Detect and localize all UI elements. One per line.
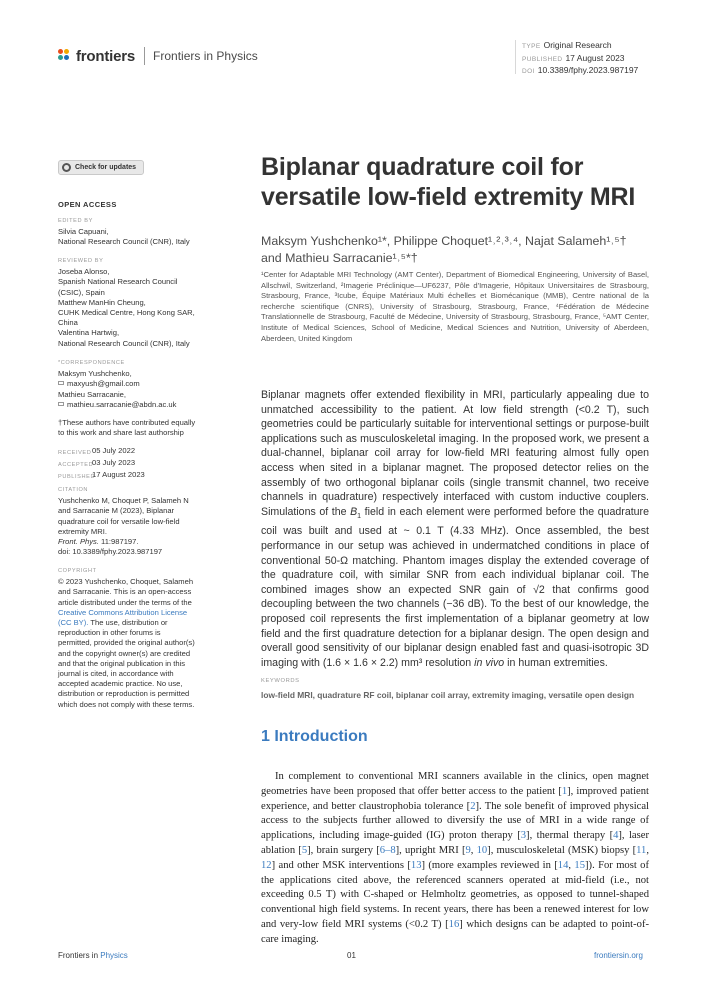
brand-name: frontiers xyxy=(76,47,136,65)
body-text: ] and other MSK interventions [ xyxy=(271,859,411,871)
body-text: ] which designs can be adapted to point-of-care imaging. xyxy=(261,918,650,945)
meta-key: TYPE xyxy=(522,43,541,50)
site-link[interactable]: frontiersin.org xyxy=(594,951,643,960)
citation-text: Yushchenko M, Choquet P, Salameh N and Sarracanie M (2023), Biplanar quadrature coil for versatile low-field extremity MRI. xyxy=(58,496,189,536)
corr-email[interactable]: maxyush@gmail.com xyxy=(67,379,140,389)
affiliations: ¹Center for Adaptable MRI Technology (AMT Center), Department of Biomedical Engineering, University of Basel, Allschwil, Switzerland, ²Imagerie Préclinique—UF6237, Pôle d'Imagerie, Hôpitaux Universitaires de Strasbourg, Strasbourg, France, ³Icube, Équipe Matériaux Multi échelles et Biomécanique (MMB), Centre national de la recherche scientifique (CNRS), University of Strasbourg, Strasbourg, France, ⁴Fédération de Médecine Translationnelle de Strasbourg, Faculté de Médecine, University of Strasbourg, Strasbourg, France, ⁵AMT Center, Institute of Medical Sciences, School of Medicine, Medical Sciences and Nutrition, University of Aberdeen, Aberdeen, United Kingdom xyxy=(261,270,649,343)
citation-link[interactable]: 9 xyxy=(465,844,471,856)
citation-link[interactable]: 11 xyxy=(636,844,647,856)
copyright-text-a: © 2023 Yushchenko, Choquet, Salameh and Sarracanie. This is an open-access article distributed under the terms of the xyxy=(58,577,194,607)
citation-link[interactable]: 14 xyxy=(557,859,569,871)
corr-name: Maksym Yushchenko, xyxy=(58,369,132,379)
citation-source xyxy=(58,537,223,547)
footer-journal xyxy=(58,951,128,960)
corr-email-row[interactable] xyxy=(58,400,223,410)
citation-block xyxy=(58,485,223,557)
mail-icon xyxy=(58,381,64,385)
edited-by-text: Silvia Capuani, National Research Council (CNR), Italy xyxy=(58,227,190,247)
authors-line: and Mathieu Sarracanie¹˒⁵*† xyxy=(261,251,418,265)
body-text: , xyxy=(646,844,650,856)
body-text: ], musculoskeletal (MSK) biopsy [ xyxy=(487,844,637,856)
open-access-label: OPEN ACCESS xyxy=(58,200,117,209)
citation-link[interactable]: 10 xyxy=(476,844,488,856)
correspondence-block xyxy=(58,358,223,410)
body-text: ], brain surgery [ xyxy=(307,844,380,856)
journal-name: Frontiers in Physics xyxy=(153,49,258,63)
frontiers-logo[interactable] xyxy=(58,46,258,66)
corr-name: Mathieu Sarracanie, xyxy=(58,389,126,399)
reviewed-by-text: Joseba Alonso, Spanish National Research Council (CSIC), Spain Matthew ManHin Cheung, CUHK Medical Centre, Hong Kong SAR, China Valentina Hartwig, National Research Council (CNR), Italy xyxy=(58,267,195,348)
edited-by-block xyxy=(58,216,223,248)
citation-link[interactable]: 6–8 xyxy=(379,844,396,856)
doi-link[interactable]: 10.3389/fphy.2023.987197 xyxy=(537,65,639,75)
logo-divider xyxy=(144,47,145,65)
date-key: RECEIVED xyxy=(58,450,92,456)
reviewed-by-label: REVIEWED BY xyxy=(58,258,104,264)
body-text: ], improved patient experience, and better claustrophobia tolerance [ xyxy=(261,785,649,812)
dates-block xyxy=(58,446,223,483)
keywords-label: KEYWORDS xyxy=(261,678,300,684)
equal-contribution-note: †These authors have contributed equally to this work and share last authorship xyxy=(58,418,196,438)
mail-icon xyxy=(58,402,64,406)
reviewed-by-block xyxy=(58,256,223,349)
body-text: In complement to conventional MRI scanners available in the clinics, open magnet geometries have been proposed that offer better access to the patient [ xyxy=(261,771,649,797)
check-for-updates-button[interactable] xyxy=(58,160,144,175)
citation-label: CITATION xyxy=(58,487,89,493)
check-updates-label: Check for updates xyxy=(75,164,137,171)
citation-link[interactable]: 3 xyxy=(520,830,527,842)
date-key: PUBLISHED xyxy=(58,474,96,481)
date-key: ACCEPTED xyxy=(58,462,94,469)
date-value: 03 July 2023 xyxy=(92,458,136,468)
copyright-block xyxy=(58,566,223,710)
copyright-text-b: The use, distribution or reproduction in other forums is permitted, provided the original author(s) and the copyright owner(s) are credited and that the original publication in this journal is cited, in accordance with accepted academic practice. No use, distribution or reproduction is permitted which does not comply with these terms. xyxy=(58,618,195,709)
body-text: ]. The sole benefit of improved physical access to the subjects further allowed to diversify the use of MRI in a wide range of applications, including image-guided (IG) proton therapy [ xyxy=(261,800,649,842)
abstract-text: field in each element were performed before the quadrature coil was built and used at ~ 0.1 T (4.33 MHz). Once assembled, the best performance in our setup was achieved in undermatched conditions in place of conventional 50-Ω matching. Phantom images display the extended coverage of the quadrature coil, with similar SNR from each individual biplanar coil. The combined images show an expected SNR gain of √2 that confirms good decoupling between the two channels (−36 dB). To the best of our knowledge, the proposed coil represents the first implementation of a biplanar geometry at low field and the first quadrature detection for a biplanar design. The open design and overall good sensitivity of our biplanar design enabled fast and quasi-isotropic 3D imaging with (1.6 × 1.6 × 2.2) mm³ resolution xyxy=(261,505,649,669)
citation-link[interactable]: 1 xyxy=(561,785,568,797)
citation-volume: 11:987197. xyxy=(98,537,139,547)
article-meta xyxy=(522,40,638,78)
date-value: 17 August 2023 xyxy=(92,470,145,480)
author-list xyxy=(261,233,649,267)
meta-value: Original Research xyxy=(543,40,612,50)
abstract xyxy=(261,388,649,670)
license-link[interactable]: Creative Commons Attribution License (CC BY). xyxy=(58,607,188,628)
meta-divider xyxy=(515,40,516,74)
body-text: , xyxy=(470,844,477,856)
citation-link[interactable]: 4 xyxy=(613,830,619,842)
in-vivo: in vivo xyxy=(474,656,505,669)
frontiers-logo-icon xyxy=(58,49,72,63)
footer-journal-link[interactable]: Physics xyxy=(100,951,128,960)
corr-email[interactable]: mathieu.sarracanie@abdn.ac.uk xyxy=(67,399,177,409)
correspondence-label: *CORRESPONDENCE xyxy=(58,360,125,366)
corr-email-row[interactable] xyxy=(58,379,223,389)
citation-link[interactable]: 16 xyxy=(448,918,460,930)
date-value: 05 July 2022 xyxy=(92,446,136,455)
body-text: ], laser ablation [ xyxy=(261,830,649,856)
citation-link[interactable]: 2 xyxy=(470,800,476,812)
edited-by-label: EDITED BY xyxy=(58,218,93,224)
copyright-label: COPYRIGHT xyxy=(58,568,97,574)
citation-link[interactable]: 15 xyxy=(574,859,586,871)
abstract-text: in human extremities. xyxy=(504,656,608,669)
citation-link[interactable]: 5 xyxy=(301,844,308,856)
body-text: ], thermal therapy [ xyxy=(526,830,614,842)
b1-subscript: 1 xyxy=(357,512,362,520)
citation-link[interactable]: 13 xyxy=(410,859,422,871)
section-heading: 1 Introduction xyxy=(261,728,368,745)
meta-key: DOI xyxy=(522,68,535,75)
body-text: ], upright MRI [ xyxy=(395,844,466,856)
b1-symbol: B xyxy=(350,505,358,518)
keywords: low-field MRI, quadrature RF coil, biplanar coil array, extremity imaging, versatile open design xyxy=(261,690,635,700)
meta-value: 17 August 2023 xyxy=(565,52,625,63)
body-text: ] (more examples reviewed in [ xyxy=(421,859,558,871)
footer-journal-a: Frontiers in xyxy=(58,951,101,960)
citation-doi[interactable]: doi: 10.3389/fphy.2023.987197 xyxy=(58,547,163,557)
citation-link[interactable]: 12 xyxy=(261,859,272,871)
article-title: Biplanar quadrature coil for versatile low-field extremity MRI xyxy=(261,153,636,211)
check-updates-icon xyxy=(62,163,71,172)
introduction-paragraph xyxy=(261,770,649,948)
body-text: , xyxy=(568,859,575,871)
abstract-text: Biplanar magnets offer extended flexibility in MRI, particularly appealing due to unmatched accessibility to the patient. At low field strength (<0.2 T), such geometries could be particularly suitable for interventional settings or purpose-built applications such as musculoskeletal imaging. In the proposed work, we present a dual-channel, biplanar coil array for low-field MRI featuring almost fully open access when sited in a biplanar magnet. The proposed detector relies on the assembly of two orthogonal biplanar coils (single transmit channel, two receive channels in quadrature) respectively interfaced with custom inductive couplers. Simulations of the xyxy=(261,389,649,518)
copyright-text xyxy=(58,577,223,710)
page-number: 01 xyxy=(347,951,356,960)
citation-journal: Front. Phys. xyxy=(58,537,99,547)
body-text: ]). For most of the applications cited above, the referenced scanners operated at mid-field (i.e., not exceeding 0.5 T) with C-shaped or Helmholtz geometries, as opposed to tunnel-shaped conventional high field systems. In recent years, there has been a renewed interest for low and very-low field MRI systems (<0.2 T) [ xyxy=(261,859,649,930)
authors-line: Maksym Yushchenko¹*, Philippe Choquet¹˒²˒³˒⁴, Najat Salameh¹˒⁵† xyxy=(261,234,627,248)
meta-key: PUBLISHED xyxy=(522,55,563,63)
